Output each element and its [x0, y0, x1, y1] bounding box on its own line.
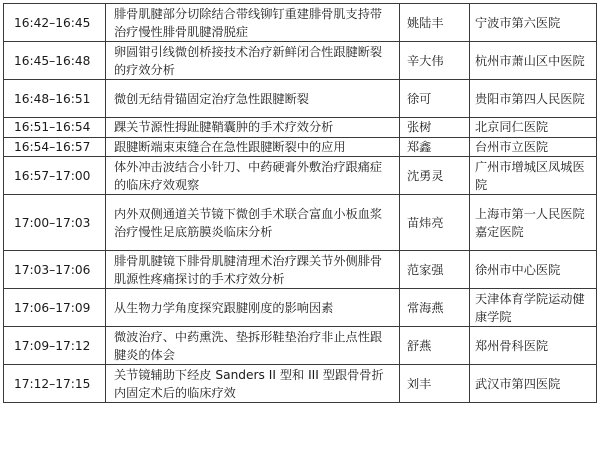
- talk-topic: 跟腱断端束束缝合在急性跟腱断裂中的应用: [106, 137, 400, 157]
- talk-topic: 从生物力学角度探究跟腱刚度的影响因素: [106, 289, 400, 327]
- talk-topic: 内外双侧通道关节镜下微创手术联合富血小板血浆治疗慢性足底筋膜炎临床分析: [106, 195, 400, 251]
- table-row: [4, 42, 597, 80]
- time-slot: 17:03–17:06: [4, 251, 106, 289]
- institution: 广州市增城区凤城医院: [470, 157, 597, 195]
- speaker-name: 沈勇灵: [400, 157, 470, 195]
- institution: 贵阳市第四人民医院: [470, 80, 597, 118]
- speaker-name: 苗炜亮: [400, 195, 470, 251]
- time-slot: 17:12–17:15: [4, 365, 106, 403]
- schedule-table: [3, 3, 597, 403]
- speaker-name: 郑鑫: [400, 137, 470, 157]
- time-slot: 17:09–17:12: [4, 327, 106, 365]
- speaker-name: 姚陆丰: [400, 4, 470, 42]
- institution: 郑州骨科医院: [470, 327, 597, 365]
- table-row: [4, 327, 597, 365]
- talk-topic: 腓骨肌腱镜下腓骨肌腱清理术治疗踝关节外侧腓骨肌源性疼痛探讨的手术疗效分析: [106, 251, 400, 289]
- speaker-name: 常海燕: [400, 289, 470, 327]
- speaker-name: 辛大伟: [400, 42, 470, 80]
- speaker-name: 刘丰: [400, 365, 470, 403]
- table-row: [4, 137, 597, 157]
- time-slot: 17:00–17:03: [4, 195, 106, 251]
- table-row: [4, 4, 597, 42]
- schedule-table-wrapper: [3, 3, 597, 403]
- time-slot: 16:42–16:45: [4, 4, 106, 42]
- talk-topic: 卵圆钳引线微创桥接技术治疗新鲜闭合性跟腱断裂的疗效分析: [106, 42, 400, 80]
- talk-topic: 腓骨肌腱部分切除结合带线铆钉重建腓骨肌支持带治疗慢性腓骨肌腱滑脱症: [106, 4, 400, 42]
- institution: 天津体育学院运动健康学院: [470, 289, 597, 327]
- table-row: [4, 195, 597, 251]
- institution: 武汉市第四医院: [470, 365, 597, 403]
- talk-topic: 体外冲击波结合小针刀、中药硬膏外敷治疗跟痛症的临床疗效观察: [106, 157, 400, 195]
- institution: 北京同仁医院: [470, 118, 597, 138]
- talk-topic: 关节镜辅助下经皮 Sanders II 型和 III 型跟骨骨折内固定术后的临床疗效: [106, 365, 400, 403]
- table-row: [4, 289, 597, 327]
- time-slot: 16:48–16:51: [4, 80, 106, 118]
- time-slot: 17:06–17:09: [4, 289, 106, 327]
- institution: 宁波市第六医院: [470, 4, 597, 42]
- institution: 徐州市中心医院: [470, 251, 597, 289]
- talk-topic: 微创无结骨锚固定治疗急性跟腱断裂: [106, 80, 400, 118]
- time-slot: 16:45–16:48: [4, 42, 106, 80]
- speaker-name: 徐可: [400, 80, 470, 118]
- institution: 杭州市萧山区中医院: [470, 42, 597, 80]
- time-slot: 16:54–16:57: [4, 137, 106, 157]
- institution: 台州市立医院: [470, 137, 597, 157]
- table-row: [4, 365, 597, 403]
- table-row: [4, 157, 597, 195]
- table-row: [4, 118, 597, 138]
- speaker-name: 范家强: [400, 251, 470, 289]
- time-slot: 16:57–17:00: [4, 157, 106, 195]
- speaker-name: 张树: [400, 118, 470, 138]
- institution: 上海市第一人民医院嘉定医院: [470, 195, 597, 251]
- talk-topic: 踝关节源性拇趾腱鞘囊肿的手术疗效分析: [106, 118, 400, 138]
- time-slot: 16:51–16:54: [4, 118, 106, 138]
- table-row: [4, 80, 597, 118]
- table-row: [4, 251, 597, 289]
- talk-topic: 微波治疗、中药熏洗、垫拆形鞋垫治疗非止点性跟腱炎的体会: [106, 327, 400, 365]
- speaker-name: 舒燕: [400, 327, 470, 365]
